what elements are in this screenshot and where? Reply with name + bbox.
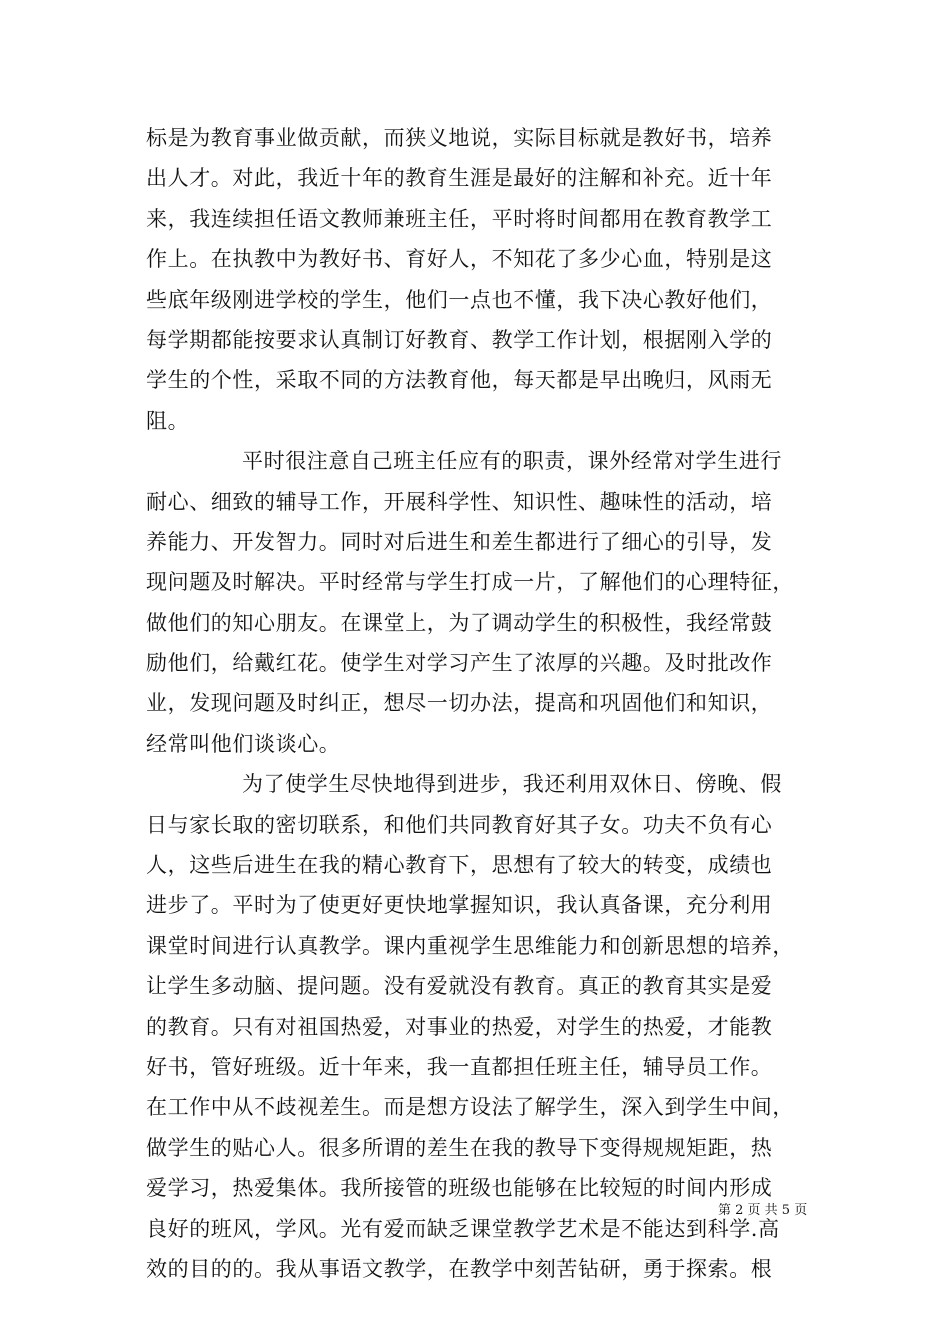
text-line: 的教育。只有对祖国热爱，对事业的热爱，对学生的热爱，才能教 xyxy=(146,1014,773,1039)
text-line: 在工作中从不歧视差生。而是想方设法了解学生，深入到学生中间， xyxy=(146,1095,794,1120)
text-line: 耐心、细致的辅导工作，开展科学性、知识性、趣味性的活动，培 xyxy=(146,489,773,514)
text-line: 让学生多动脑、提问题。没有爱就没有教育。真正的教育其实是爱 xyxy=(146,974,773,999)
text-line: 阻。 xyxy=(146,408,190,433)
text-line: 学生的个性，采取不同的方法教育他，每天都是早出晚归，风雨无 xyxy=(146,368,773,393)
text-line: 日与家长取的密切联系，和他们共同教育好其子女。功夫不负有心 xyxy=(146,812,773,837)
text-line: 课堂时间进行认真教学。课内重视学生思维能力和创新思想的培养， xyxy=(146,933,794,958)
text-line: 做他们的知心朋友。在课堂上，为了调动学生的积极性，我经常鼓 xyxy=(146,610,773,635)
text-line: 好书，管好班级。近十年来，我一直都担任班主任，辅导员工作。 xyxy=(146,1054,773,1079)
text-line: 作上。在执教中为教好书、育好人，不知花了多少心血，特别是这 xyxy=(146,247,773,272)
text-line: 效的目的的。我从事语文教学，在教学中刻苦钻研，勇于探索。根 xyxy=(146,1256,773,1281)
paragraph-start-line: 平时很注意自己班主任应有的职责，课外经常对学生进行 xyxy=(242,449,782,474)
text-line: 标是为教育事业做贡献，而狭义地说，实际目标就是教好书，培养 xyxy=(146,126,773,150)
paragraph-start-line: 为了使学生尽快地得到进步，我还利用双休日、傍晚、假 xyxy=(242,772,782,797)
text-line: 每学期都能按要求认真制订好教育、教学工作计划，根据刚入学的 xyxy=(146,327,773,352)
body-text xyxy=(146,118,806,1289)
text-line: 良好的班风，学风。光有爱而缺乏课堂教学艺术是不能达到科学.高 xyxy=(146,1216,780,1241)
text-line: 励他们，给戴红花。使学生对学习产生了浓厚的兴趣。及时批改作 xyxy=(146,651,773,676)
text-line: 做学生的贴心人。很多所谓的差生在我的教导下变得规规矩距，热 xyxy=(146,1135,773,1160)
text-line: 现问题及时解决。平时经常与学生打成一片，了解他们的心理特征， xyxy=(146,570,794,595)
page-number-footer: 第 2 页 共 5 页 xyxy=(718,1203,808,1218)
text-line: 出人才。对此，我近十年的教育生涯是最好的注解和补充。近十年 xyxy=(146,166,773,191)
text-line: 经常叫他们谈谈心。 xyxy=(146,731,341,756)
text-line: 人，这些后进生在我的精心教育下，思想有了较大的转变，成绩也 xyxy=(146,853,773,878)
text-line: 来，我连续担任语文教师兼班主任，平时将时间都用在教育教学工 xyxy=(146,206,773,231)
text-line: 爱学习，热爱集体。我所接管的班级也能够在比较短的时间内形成 xyxy=(146,1176,773,1201)
text-line: 业，发现问题及时纠正，想尽一切办法，提高和巩固他们和知识， xyxy=(146,691,773,716)
text-line: 养能力、开发智力。同时对后进生和差生都进行了细心的引导，发 xyxy=(146,529,773,554)
text-line: 进步了。平时为了使更好更快地掌握知识，我认真备课，充分利用 xyxy=(146,893,773,918)
text-line: 些底年级刚进学校的学生，他们一点也不懂，我下决心教好他们， xyxy=(146,287,773,312)
